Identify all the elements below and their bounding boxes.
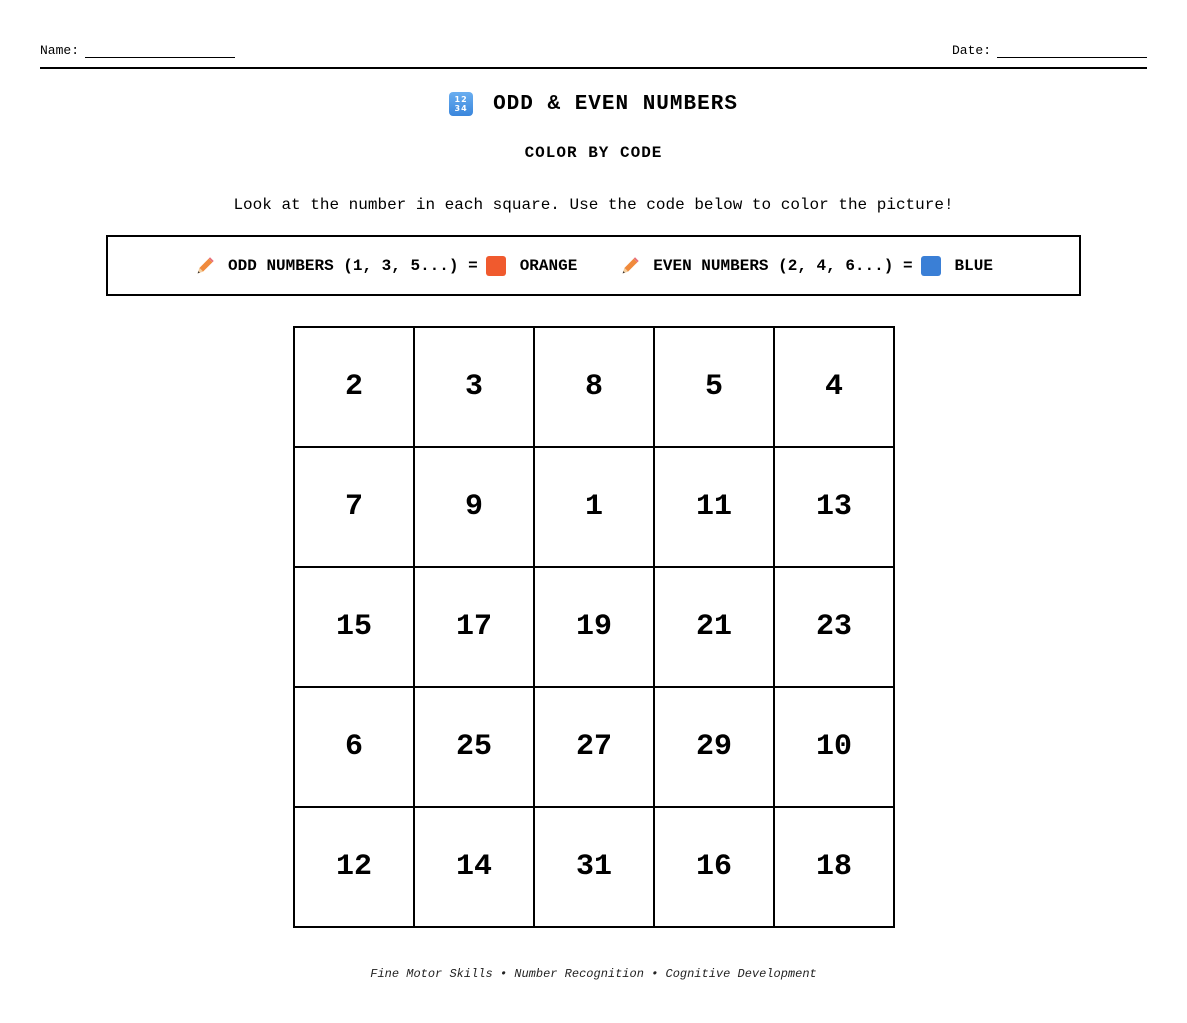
instructions: Look at the number in each square. Use the code below to color the picture! — [233, 196, 954, 214]
grid-cell[interactable]: 2 — [295, 328, 415, 448]
skills-footer: Fine Motor Skills • Number Recognition • Cognitive Development — [370, 967, 817, 981]
blue-swatch — [921, 256, 941, 276]
grid-cell[interactable]: 5 — [655, 328, 775, 448]
grid-cell[interactable]: 13 — [775, 448, 895, 568]
input-numbers-icon: 12 34 — [449, 92, 473, 116]
color-grid — [293, 326, 895, 928]
header-divider — [40, 67, 1147, 69]
grid-cell[interactable]: 10 — [775, 688, 895, 808]
grid-cell[interactable]: 31 — [535, 808, 655, 928]
legend-odd — [194, 255, 577, 277]
grid-cell[interactable]: 17 — [415, 568, 535, 688]
subtitle: COLOR BY CODE — [524, 144, 663, 162]
color-code-legend — [106, 235, 1081, 296]
grid-cell[interactable]: 29 — [655, 688, 775, 808]
grid-cell[interactable]: 23 — [775, 568, 895, 688]
grid-cell[interactable]: 16 — [655, 808, 775, 928]
name-field — [40, 43, 235, 58]
grid-cell[interactable]: 4 — [775, 328, 895, 448]
title-text: ODD & EVEN NUMBERS — [493, 92, 738, 116]
grid-cell[interactable]: 11 — [655, 448, 775, 568]
legend-even-color: BLUE — [954, 256, 993, 275]
grid-cell[interactable]: 12 — [295, 808, 415, 928]
grid-cell[interactable]: 3 — [415, 328, 535, 448]
header-row — [40, 38, 1147, 58]
grid-cell[interactable]: 25 — [415, 688, 535, 808]
legend-even-label: EVEN NUMBERS (2, 4, 6...) = — [653, 256, 913, 275]
grid-cell[interactable]: 19 — [535, 568, 655, 688]
name-line[interactable] — [85, 43, 235, 58]
legend-even — [619, 255, 993, 277]
grid-cell[interactable]: 9 — [415, 448, 535, 568]
pencil-icon — [619, 255, 641, 277]
grid-cell[interactable]: 6 — [295, 688, 415, 808]
grid-cell[interactable]: 18 — [775, 808, 895, 928]
date-label: Date: — [951, 43, 991, 58]
grid-cell[interactable]: 14 — [415, 808, 535, 928]
name-label: Name: — [40, 43, 80, 58]
pencil-icon — [194, 255, 216, 277]
grid-cell[interactable]: 8 — [535, 328, 655, 448]
page-title — [0, 92, 1187, 116]
legend-odd-label: ODD NUMBERS (1, 3, 5...) = — [228, 256, 478, 275]
grid-cell[interactable]: 21 — [655, 568, 775, 688]
date-line[interactable] — [997, 43, 1147, 58]
date-field — [952, 43, 1147, 58]
grid-cell[interactable]: 27 — [535, 688, 655, 808]
orange-swatch — [486, 256, 506, 276]
grid-cell[interactable]: 7 — [295, 448, 415, 568]
grid-cell[interactable]: 15 — [295, 568, 415, 688]
grid-cell[interactable]: 1 — [535, 448, 655, 568]
legend-odd-color: ORANGE — [519, 256, 578, 275]
